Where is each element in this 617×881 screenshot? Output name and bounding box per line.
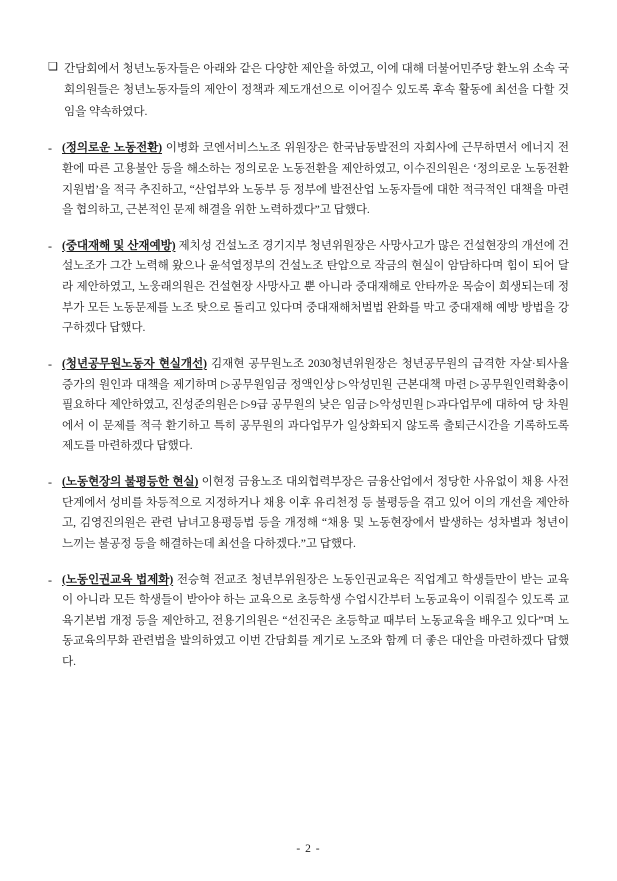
- paragraph-body: 제치성 건설노조 경기지부 청년위원장은 사망사고가 많은 건설현장의 개선에 건설노조가 그간 노력해 왔으나 윤석열정부의 건설노조 탄압으로 작금의 현실이 암담하다며 힘이 되어 달라 제안하였고, 노웅래의원은 건설현장 사망사고 뿐 아니라 중대재해로 안타까운 목숨이 희생되는데 정부가 모든 노동문제를 노조 탓으로 돌리고 있다며 중대재해처벌법 완화를 막고 중대재해 예방 방법을 강구하겠다 답했다.: [62, 238, 570, 335]
- bullet-dash-icon: -: [48, 238, 52, 253]
- paragraph-body: 전승혁 전교조 청년부위원장은 노동인권교육은 직업계고 학생들만이 받는 교육이 아니라 모든 학생들이 받아야 하는 교육으로 초등학생 수업시간부터 노동교육이 이뤄질수 있도록 교육기본법 개정 등을 제안하고, 전용기의원은 “선진국은 초등학교 때부터 노동교육을 배우고 있다”며 노동교육의무화 관련법을 발의하였고 이번 간담회를 계기로 노조와 함께 더 좋은 대안을 마련하겠다 답했다.: [62, 572, 569, 669]
- paragraph-body: 이병화 코엔서비스노조 위원장은 한국남동발전의 자회사에 근무하면서 에너지 전환에 따른 고용불안 등을 해소하는 정의로운 노동전환을 제안하였고, 이수진의원은 ‘정의로운 노동전환지원법’을 적극 추진하고, “산업부와 노동부 등 정부에 발전산업 노동자들에 대한 적극적인 대책을 마련을 협의하고, 근본적인 문제 해결을 위한 노력하겠다”고 답했다.: [62, 141, 570, 217]
- paragraph-body: 이현정 금융노조 대외협력부장은 금융산업에서 정당한 사유없이 채용 사전단계에서 성비를 차등적으로 지정하거나 채용 이후 유리천정 등 불평등을 겪고 있어 이의 개선을 제안하고, 김영진의원은 관련 남녀고용평등법 등을 개정해 “채용 및 노동현장에서 발생하는 성차별과 청년이 느끼는 불공정 등을 해결하는데 최선을 다하겠다.”고 답했다.: [62, 475, 569, 550]
- paragraph-block-1: [48, 138, 569, 221]
- paragraph-lead: (청년공무원노동자 현실개선): [62, 356, 207, 370]
- bullet-dash-icon: -: [48, 572, 52, 587]
- paragraph: [48, 236, 569, 339]
- paragraph-block-0: [48, 58, 569, 122]
- paragraph-lead: (노동인권교육 법제화): [62, 572, 174, 586]
- paragraph: [48, 354, 569, 457]
- bullet-dash-icon: -: [48, 356, 52, 371]
- bullet-dash-icon: -: [48, 141, 52, 156]
- paragraph-block-5: [48, 570, 569, 673]
- paragraph-text: [62, 354, 569, 457]
- bullet-dash-icon: -: [48, 475, 52, 490]
- page-number: - 2 -: [296, 843, 321, 855]
- paragraph-text: [62, 472, 569, 555]
- paragraph: [48, 472, 569, 555]
- paragraph: [48, 570, 569, 673]
- paragraph-body: 김재현 공무원노조 2030청년위원장은 청년공무원의 급격한 자살·퇴사율증가의 원인과 대책을 제기하며 ▷공무원임금 정액인상 ▷악성민원 근본대책 마련 ▷공무원인력확충이 필요하다 제안하였고, 진성준의원은 ▷9급 공무원의 낮은 임금 ▷악성민원 ▷과다업무에 대하여 당 차원에서 이 문제를 적극 환기하고 특히 공무원의 과다업무가 일상화되지 않도록 출퇴근시간을 기록하도록 제도를 마련하겠다 답했다.: [62, 356, 569, 453]
- paragraph-text: [62, 138, 569, 221]
- paragraph-body: 간담회에서 청년노동자들은 아래와 같은 다양한 제안을 하였고, 이에 대해 더불어민주당 환노위 소속 국회의원들은 청년노동자들의 제안이 정책과 제도개선으로 이어질수 있도록 후속 활동에 최선을 다할 것임을 약속하였다.: [64, 62, 569, 118]
- paragraph: [48, 58, 569, 122]
- paragraph-lead: (정의로운 노동전환): [62, 141, 163, 155]
- paragraph-block-2: [48, 236, 569, 339]
- paragraph-text: [62, 570, 569, 673]
- paragraph-block-3: [48, 354, 569, 457]
- paragraph-block-4: [48, 472, 569, 555]
- bullet-square-icon: ❑: [48, 61, 58, 73]
- paragraph-lead: (중대재해 및 산재예방): [62, 238, 176, 252]
- paragraph-lead: (노동현장의 불평등한 현실): [62, 475, 199, 489]
- paragraph-text: [64, 58, 569, 122]
- paragraph-text: [62, 236, 569, 339]
- paragraph: [48, 138, 569, 221]
